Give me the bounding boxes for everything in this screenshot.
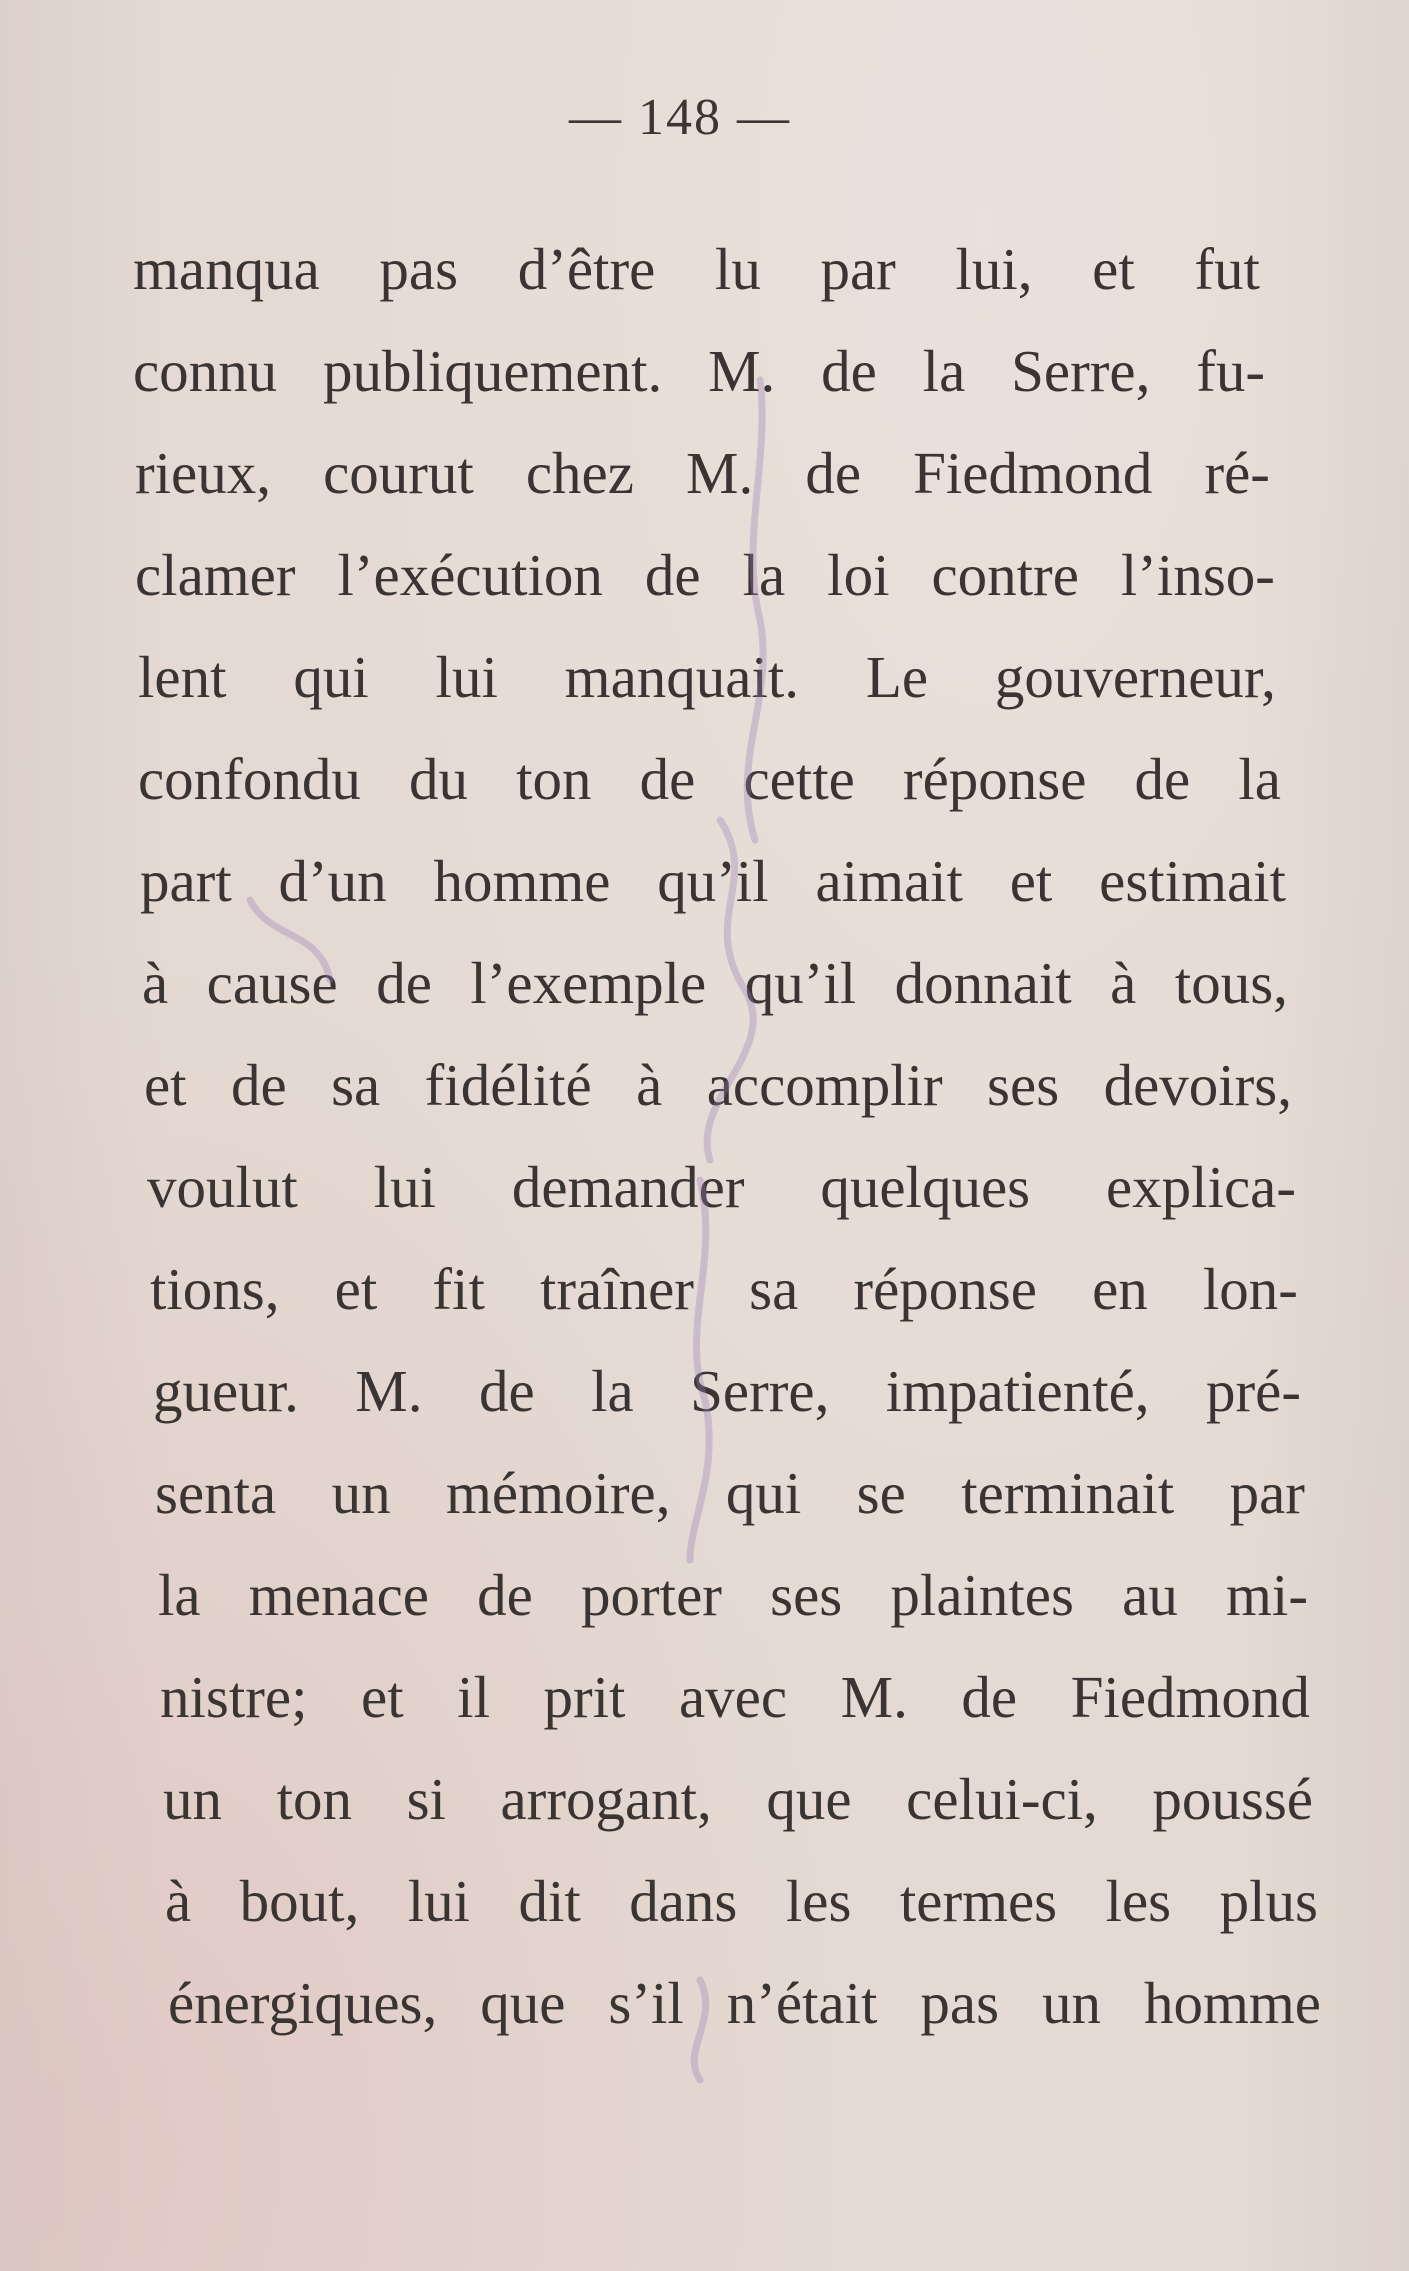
word: tous,	[1174, 950, 1288, 1016]
word: par	[820, 236, 896, 302]
word: Le	[865, 644, 929, 710]
word: loi	[827, 542, 890, 608]
text-line	[138, 728, 1281, 830]
word: cette	[743, 746, 855, 812]
word: du	[408, 746, 468, 812]
word: énergiques,	[168, 1970, 438, 2036]
word: poussé	[1152, 1766, 1313, 1832]
word: menace	[248, 1562, 429, 1628]
word: par	[1229, 1460, 1305, 1526]
word: gueur.	[153, 1358, 299, 1424]
word: la	[1238, 746, 1281, 812]
word: la	[742, 542, 786, 608]
word: senta	[155, 1460, 277, 1526]
word: demander	[511, 1154, 745, 1220]
word: termes	[899, 1868, 1058, 1934]
word: réponse	[853, 1256, 1037, 1322]
word: pas	[379, 236, 459, 302]
word: lui	[435, 644, 498, 710]
word: aimait	[815, 848, 963, 914]
word: pré-	[1205, 1358, 1301, 1424]
word: gouverneur,	[994, 644, 1276, 710]
word: Fiedmond	[913, 440, 1153, 506]
word: sa	[749, 1256, 799, 1322]
word: ton	[516, 746, 592, 812]
word: qu’il	[657, 848, 769, 914]
word: manqua	[133, 236, 320, 302]
word: homme	[433, 848, 611, 914]
page-number: — 148 —	[569, 89, 791, 146]
word: l’inso-	[1120, 542, 1275, 608]
word: de	[644, 542, 701, 608]
word: courut	[323, 440, 474, 506]
body-text	[0, 218, 1409, 2054]
word: de	[477, 1562, 533, 1628]
word: dans	[629, 1868, 738, 1934]
word: qu’il	[744, 950, 857, 1016]
text-line	[155, 1442, 1305, 1544]
word: un	[1042, 1970, 1102, 2036]
word: tions,	[150, 1256, 280, 1322]
word: lu	[714, 236, 761, 302]
word: donnait	[894, 950, 1072, 1016]
word: chez	[525, 440, 634, 506]
word: de	[478, 1358, 535, 1424]
word: plaintes	[890, 1562, 1074, 1628]
text-line	[153, 1340, 1301, 1442]
text-line	[163, 1748, 1313, 1850]
word: traîner	[540, 1256, 694, 1322]
word: bout,	[239, 1868, 360, 1934]
word: la	[591, 1358, 634, 1424]
text-line	[165, 1850, 1318, 1952]
word: fit	[432, 1256, 485, 1322]
word: et	[361, 1664, 404, 1730]
word: et	[144, 1052, 187, 1118]
word: ses	[770, 1562, 843, 1628]
word: en	[1092, 1256, 1148, 1322]
word: cause	[206, 950, 338, 1016]
word: de	[805, 440, 861, 506]
word: avec	[679, 1664, 788, 1730]
word: quelques	[820, 1154, 1031, 1220]
word: un	[331, 1460, 391, 1526]
text-line	[135, 524, 1275, 626]
word: se	[856, 1460, 906, 1526]
word: de	[821, 338, 877, 404]
word: lon-	[1202, 1256, 1298, 1322]
word: contre	[931, 542, 1079, 608]
word: Serre,	[1011, 338, 1151, 404]
word: sa	[331, 1052, 381, 1118]
word: d’un	[278, 848, 387, 914]
word: lui	[373, 1154, 436, 1220]
word: dit	[518, 1868, 581, 1934]
text-line	[168, 1952, 1321, 2054]
text-line	[133, 218, 1260, 320]
word: part	[140, 848, 232, 914]
word: qui	[725, 1460, 802, 1526]
text-line	[150, 1238, 1298, 1340]
word: porter	[581, 1562, 722, 1628]
word: au	[1122, 1562, 1178, 1628]
word: confondu	[138, 746, 361, 812]
word: estimait	[1099, 848, 1286, 914]
word: rieux,	[135, 440, 271, 506]
text-line	[140, 830, 1286, 932]
word: à	[1110, 950, 1137, 1016]
word: homme	[1144, 1970, 1321, 2036]
word: accomplir	[706, 1052, 943, 1118]
word: M.	[355, 1358, 423, 1424]
word: les	[1105, 1868, 1172, 1934]
word: fut	[1194, 236, 1260, 302]
word: de	[376, 950, 432, 1016]
word: lent	[138, 644, 227, 710]
word: M.	[686, 440, 754, 506]
word: et	[1009, 848, 1053, 914]
word: impatienté,	[885, 1358, 1150, 1424]
word: de	[639, 746, 696, 812]
word: la	[922, 338, 966, 404]
word: mi-	[1226, 1562, 1308, 1628]
text-line	[144, 1034, 1292, 1136]
word: lui	[407, 1868, 471, 1934]
word: Serre,	[690, 1358, 830, 1424]
word: réponse	[902, 746, 1087, 812]
word: terminait	[961, 1460, 1175, 1526]
word: de	[961, 1664, 1018, 1730]
word: fidélité	[424, 1052, 592, 1118]
word: si	[406, 1766, 446, 1832]
word: mémoire,	[446, 1460, 671, 1526]
text-line	[135, 422, 1270, 524]
word: la	[158, 1562, 201, 1628]
word: plus	[1219, 1868, 1318, 1934]
text-line	[138, 626, 1276, 728]
word: ses	[987, 1052, 1060, 1118]
word: qui	[293, 644, 369, 710]
word: M.	[840, 1664, 908, 1730]
word: à	[636, 1052, 663, 1118]
word: connu	[133, 338, 278, 404]
word: n’était	[726, 1970, 878, 2036]
word: que	[766, 1766, 852, 1832]
word: de	[1134, 746, 1191, 812]
word: prit	[543, 1664, 626, 1730]
word: et	[334, 1256, 378, 1322]
word: d’être	[517, 236, 656, 302]
word: un	[163, 1766, 222, 1832]
word: voulut	[147, 1154, 298, 1220]
text-line	[142, 932, 1288, 1034]
word: devoirs,	[1103, 1052, 1292, 1118]
word: publiquement.	[323, 338, 663, 404]
word: l’exemple	[470, 950, 707, 1016]
text-line	[158, 1544, 1308, 1646]
word: les	[785, 1868, 852, 1934]
text-line	[133, 320, 1265, 422]
word: pas	[920, 1970, 1000, 2036]
word: lui,	[955, 236, 1033, 302]
word: clamer	[135, 542, 296, 608]
word: s’il	[608, 1970, 684, 2036]
word: M.	[708, 338, 776, 404]
word: et	[1092, 236, 1135, 302]
word: fu-	[1196, 338, 1265, 404]
word: ton	[276, 1766, 352, 1832]
word: à	[142, 950, 169, 1016]
word: que	[480, 1970, 566, 2036]
word: explica-	[1106, 1154, 1296, 1220]
word: de	[231, 1052, 287, 1118]
text-line	[147, 1136, 1296, 1238]
word: ré-	[1204, 440, 1270, 506]
text-line	[160, 1646, 1310, 1748]
word: nistre;	[160, 1664, 308, 1730]
word: Fiedmond	[1070, 1664, 1310, 1730]
word: manquait.	[564, 644, 799, 710]
word: l’exécution	[337, 542, 603, 608]
word: à	[165, 1868, 192, 1934]
word: il	[457, 1664, 490, 1730]
word: celui-ci,	[906, 1766, 1098, 1832]
word: arrogant,	[500, 1766, 712, 1832]
